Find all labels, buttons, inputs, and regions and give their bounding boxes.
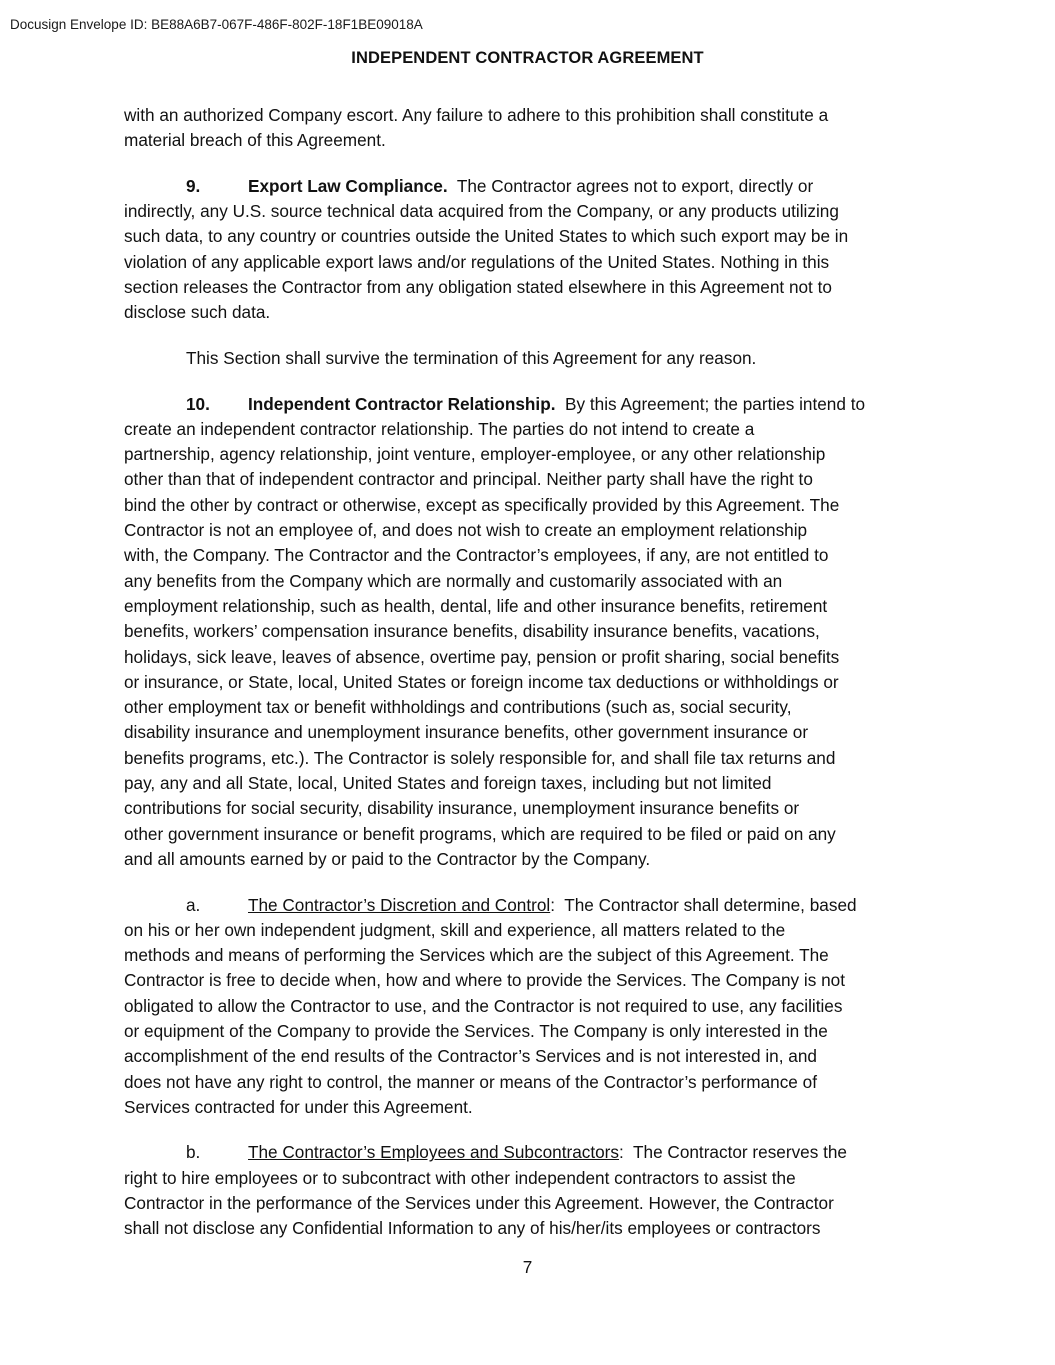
- text-line: create an independent contractor relationship. The parties do not intend to create a: [124, 418, 755, 439]
- page-number: 7: [522, 1257, 533, 1277]
- text-line: right to hire employees or to subcontract with other independent contractors to assist the: [124, 1167, 796, 1188]
- text-line: any benefits from the Company which are normally and customarily associated with an: [124, 570, 783, 591]
- text-line: other government insurance or benefit programs, which are required to be filed or paid on any: [124, 823, 836, 844]
- text-line: Contractor is not an employee of, and does not wish to create an employment relationship: [124, 520, 808, 541]
- text-line: disclose such data.: [124, 302, 271, 323]
- text-line: accomplishment of the end results of the Contractor’s Services and is not interested in, and: [124, 1046, 817, 1067]
- docusign-envelope-id: Docusign Envelope ID: BE88A6B7-067F-486F-802F-18F1BE09018A: [10, 17, 423, 32]
- text-line: or equipment of the Company to provide the Services. The Company is only interested in the: [124, 1020, 828, 1041]
- text-line: obligated to allow the Contractor to use, and the Contractor is not required to use, any facilities: [124, 995, 843, 1016]
- subsection-heading: The Contractor’s Discretion and Control: [248, 894, 551, 915]
- text-line: Contractor is free to decide when, how and where to provide the Services. The Company is not: [124, 970, 845, 991]
- text-line: benefits, workers’ compensation insurance benefits, disability insurance benefits, vacations,: [124, 621, 820, 642]
- text-line: disability insurance and unemployment insurance benefits, other government insurance or: [124, 722, 809, 743]
- text-line: Contractor in the performance of the Services under this Agreement. However, the Contractor: [124, 1193, 834, 1214]
- subsection-a-first-line: [124, 893, 954, 918]
- survival-clause: This Section shall survive the termination of this Agreement for any reason.: [186, 347, 757, 368]
- text-line: indirectly, any U.S. source technical data acquired from the Company, or any products utilizing: [124, 201, 839, 222]
- text-line: contributions for social security, disability insurance, unemployment insurance benefits or: [124, 798, 800, 819]
- section-heading: Independent Contractor Relationship.: [248, 393, 556, 414]
- document-body: [124, 103, 954, 1242]
- subsection-letter: a.: [186, 894, 201, 915]
- text-line: does not have any right to control, the manner or means of the Contractor’s performance of: [124, 1071, 817, 1092]
- text-line: bind the other by contract or otherwise, except as specifically provided by this Agreement. The: [124, 494, 840, 515]
- text-line: such data, to any country or countries outside the United States to which such export may be in: [124, 226, 849, 247]
- text-line: with, the Company. The Contractor and the Contractor’s employees, if any, are not entitled to: [124, 545, 829, 566]
- text-fragment: The Contractor agrees not to export, directly or: [447, 175, 814, 196]
- section-10-first-line: [124, 392, 954, 417]
- subsection-heading: The Contractor’s Employees and Subcontractors: [248, 1142, 619, 1163]
- text-line: employment relationship, such as health, dental, life and other insurance benefits, retirement: [124, 595, 828, 616]
- page-title: INDEPENDENT CONTRACTOR AGREEMENT: [351, 49, 704, 67]
- section-9-first-line: [124, 174, 954, 199]
- text-line: section releases the Contractor from any obligation stated elsewhere in this Agreement not to: [124, 277, 832, 298]
- text-line: on his or her own independent judgment, skill and experience, all matters related to the: [124, 919, 786, 940]
- section-number: 9.: [186, 175, 201, 196]
- text-line: other than that of independent contractor and principal. Neither party shall have the right to: [124, 469, 813, 490]
- text-line: partnership, agency relationship, joint venture, employer-employee, or any other relationship: [124, 444, 826, 465]
- text-fragment: : The Contractor shall determine, based: [550, 894, 857, 915]
- text-line: and all amounts earned by or paid to the Contractor by the Company.: [124, 848, 651, 869]
- text-fragment: : The Contractor reserves the: [619, 1142, 847, 1163]
- text-line: holidays, sick leave, leaves of absence, overtime pay, pension or profit sharing, social benefits: [124, 646, 840, 667]
- text-line: Services contracted for under this Agreement.: [124, 1096, 473, 1117]
- subsection-b-first-line: [124, 1140, 954, 1165]
- text-line: with an authorized Company escort. Any failure to adhere to this prohibition shall constitute a: [124, 105, 829, 125]
- section-number: 10.: [186, 393, 210, 414]
- text-fragment: By this Agreement; the parties intend to: [555, 393, 866, 414]
- text-line: pay, any and all State, local, United States and foreign taxes, including but not limited: [124, 773, 772, 794]
- text-line: or insurance, or State, local, United States or foreign income tax deductions or withholdings or: [124, 671, 839, 692]
- text-line: material breach of this Agreement.: [124, 130, 386, 151]
- section-heading: Export Law Compliance.: [248, 175, 448, 196]
- text-line: benefits programs, etc.). The Contractor is solely responsible for, and shall file tax returns and: [124, 747, 836, 768]
- subsection-letter: b.: [186, 1142, 201, 1163]
- text-line: methods and means of performing the Services which are the subject of this Agreement. The: [124, 945, 829, 966]
- text-line: shall not disclose any Confidential Information to any of his/her/its employees or contractors: [124, 1218, 821, 1239]
- text-line: violation of any applicable export laws and/or regulations of the United States. Nothing in this: [124, 251, 830, 272]
- text-line: other employment tax or benefit withholdings and contributions (such as, social security,: [124, 697, 792, 718]
